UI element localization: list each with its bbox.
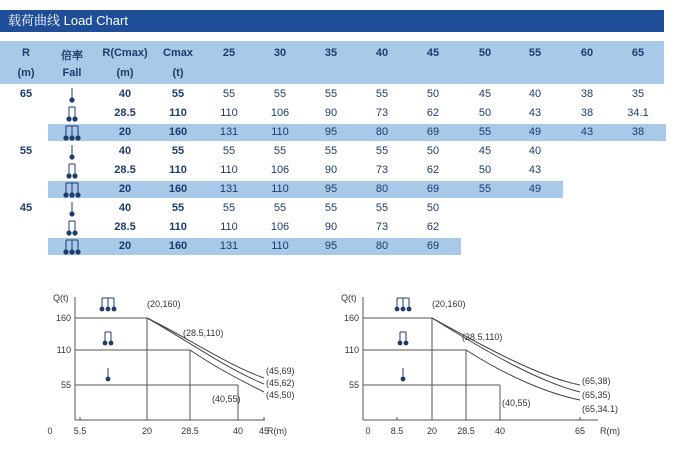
x-tick-label: 40 [494,426,506,436]
y-axis-label: Q(t) [53,293,69,303]
load-value: 49 [528,126,542,138]
load-value: 110 [220,221,238,233]
point-label: (65,35) [582,390,611,400]
load-value: 55 [273,88,287,100]
load-curve-chart-right [340,292,670,452]
load-value: 45 [478,145,492,157]
load-value: 69 [426,183,440,195]
load-value: 55 [222,145,236,157]
header-rcmax-unit: (m) [116,67,134,79]
r-cmax-value: 20 [118,240,132,252]
load-value: 90 [324,164,338,176]
load-value: 38 [631,126,645,138]
reeving-3-icon [60,125,84,143]
x-tick-label: 28.5 [457,426,475,436]
x-tick-label: 40 [232,426,244,436]
load-curve [432,318,580,385]
y-tick-label: 55 [60,380,71,390]
y-tick-label: 110 [56,345,71,355]
load-value: 110 [271,240,289,252]
load-value: 50 [478,107,492,119]
load-value: 62 [426,107,440,119]
load-value: 43 [528,107,542,119]
load-value: 55 [222,88,236,100]
reeving-2-icon [60,106,84,124]
y-tick-label: 55 [348,380,359,390]
reeving-3-icon [60,239,84,257]
load-value: 95 [324,240,338,252]
header-radius: 35 [324,47,338,59]
cmax-value: 110 [169,221,187,233]
point-label: (28.5,110) [462,332,503,342]
r-cmax-value: 28.5 [114,107,136,119]
load-value: 55 [375,145,389,157]
load-value: 62 [426,164,440,176]
load-value: 110 [271,126,289,138]
load-value: 55 [375,202,389,214]
load-value: 43 [528,164,542,176]
load-value: 43 [580,126,594,138]
load-value: 55 [375,88,389,100]
load-value: 106 [270,107,290,119]
load-curve [466,350,580,400]
reeving-3-icon [60,182,84,200]
header-fall-en: Fall [62,67,82,79]
chart-title-bar [0,10,664,32]
y-tick-label: 110 [344,345,359,355]
load-value: 69 [426,126,440,138]
point-label: (20,160) [432,299,466,309]
cmax-value: 110 [169,107,187,119]
load-value: 110 [271,183,289,195]
load-value: 73 [375,107,389,119]
load-value: 131 [219,240,239,252]
header-rcmax: R(Cmax) [102,47,148,59]
load-value: 55 [222,202,236,214]
row-highlight [48,238,461,255]
x-tick-label: 5.5 [73,426,87,436]
load-value: 62 [426,221,440,233]
x-axis-label: R(m) [600,426,620,436]
load-value: 45 [478,88,492,100]
point-label: (20,160) [147,299,181,309]
row-highlight [48,124,666,141]
load-value: 38 [580,88,594,100]
reeving-1-icon [60,144,84,162]
r-cmax-value: 40 [118,202,132,214]
jib-length: 65 [19,88,33,100]
x-tick-label: 20 [141,426,153,436]
header-radius: 40 [375,47,389,59]
load-value: 69 [426,240,440,252]
header-cmax: Cmax [163,47,193,59]
y-tick-label: 160 [343,313,359,323]
load-curve-chart-left [0,292,320,452]
page-title: 载荷曲线 Load Chart [8,13,128,28]
header-radius: 30 [273,47,287,59]
r-cmax-value: 28.5 [114,164,136,176]
load-value: 80 [375,240,389,252]
header-radius: 55 [528,47,542,59]
x-tick-label: 0 [47,426,53,436]
point-label: (28.5,110) [183,328,224,338]
cmax-value: 110 [169,164,187,176]
point-label: (45,50) [266,390,295,400]
x-axis-label: R(m) [267,426,287,436]
point-label: (45,62) [266,378,295,388]
point-label: (65,38) [582,376,611,386]
load-value: 50 [478,164,492,176]
reeving-1-icon [401,368,406,381]
r-cmax-value: 20 [118,183,132,195]
reeving-2-icon [60,220,84,238]
point-label: (45,69) [266,366,295,376]
jib-length: 45 [19,202,33,214]
header-radius: 60 [580,47,594,59]
header-r: R [22,47,30,59]
cmax-value: 160 [168,240,188,252]
load-value: 73 [375,164,389,176]
load-value: 131 [219,183,239,195]
load-value: 106 [270,221,290,233]
y-axis-label: Q(t) [341,293,357,303]
load-value: 40 [528,145,542,157]
load-value: 55 [478,183,492,195]
reeving-1-icon [60,87,84,105]
load-value: 80 [375,126,389,138]
load-value: 110 [220,107,238,119]
load-value: 90 [324,107,338,119]
load-curve [147,318,264,378]
load-value: 55 [324,202,338,214]
load-value: 55 [478,126,492,138]
load-value: 55 [273,145,287,157]
cmax-value: 160 [168,126,188,138]
header-radius: 45 [426,47,440,59]
header-radius: 25 [222,47,236,59]
reeving-3-icon [395,298,412,311]
load-value: 95 [324,126,338,138]
header-cmax-unit: (t) [172,67,184,79]
x-tick-label: 8.5 [390,426,404,436]
header-fall: 倍率 [61,50,83,62]
point-label: (40,55) [502,398,531,408]
load-value: 50 [426,202,440,214]
r-cmax-value: 28.5 [114,221,136,233]
header-r-unit: (m) [17,67,35,79]
load-value: 34.1 [627,107,649,119]
load-value: 110 [220,164,238,176]
reeving-1-icon [106,368,111,381]
load-value: 73 [375,221,389,233]
x-tick-label: 65 [574,426,586,436]
load-value: 55 [324,145,338,157]
load-value: 50 [426,88,440,100]
header-radius: 65 [631,47,645,59]
r-cmax-value: 40 [118,88,132,100]
load-value: 80 [375,183,389,195]
load-value: 106 [270,164,290,176]
reeving-2-icon [103,332,114,345]
x-tick-label: 28.5 [181,426,199,436]
cmax-value: 55 [171,202,185,214]
load-value: 50 [426,145,440,157]
reeving-2-icon [398,332,409,345]
x-tick-label: 20 [426,426,438,436]
y-tick-label: 160 [55,313,71,323]
load-curve [190,350,264,392]
load-value: 38 [580,107,594,119]
header-radius: 50 [478,47,492,59]
x-tick-label: 0 [365,426,371,436]
load-value: 55 [273,202,287,214]
load-value: 35 [631,88,645,100]
cmax-value: 55 [171,145,185,157]
load-value: 95 [324,183,338,195]
jib-length: 55 [19,145,33,157]
reeving-3-icon [100,298,117,311]
load-value: 40 [528,88,542,100]
reeving-1-icon [60,201,84,219]
point-label: (65,34.1) [582,404,619,414]
r-cmax-value: 20 [118,126,132,138]
cmax-value: 160 [168,183,188,195]
r-cmax-value: 40 [118,145,132,157]
load-curve [432,318,580,392]
point-label: (40,55) [212,394,241,404]
load-value: 49 [528,183,542,195]
load-value: 55 [324,88,338,100]
cmax-value: 55 [171,88,185,100]
x-tick-label: 45 [258,426,270,436]
load-value: 90 [324,221,338,233]
load-value: 131 [219,126,239,138]
reeving-2-icon [60,163,84,181]
